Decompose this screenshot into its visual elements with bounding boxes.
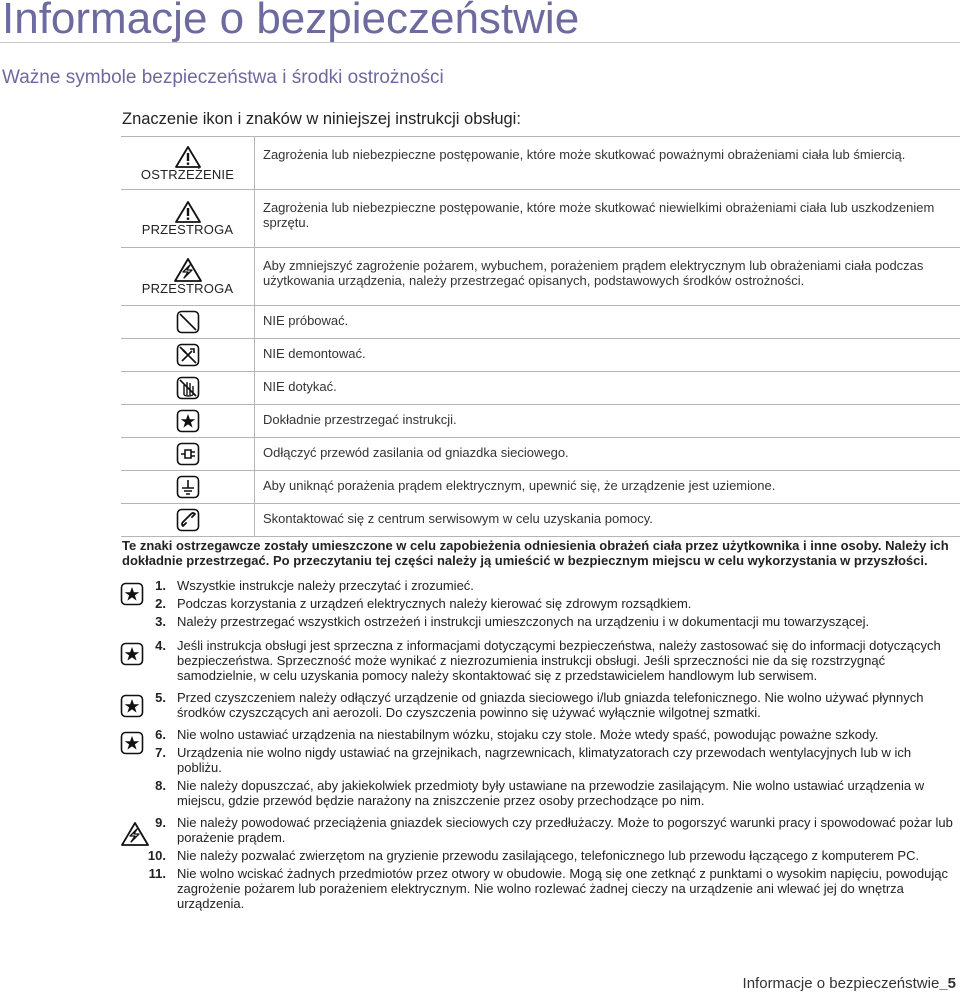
list-item: [122, 727, 956, 742]
icon-description: Zagrożenia lub niebezpieczne postępowanie, które może skutkować poważnymi obrażeniami ciała lub śmiercią.: [263, 147, 906, 162]
item-number: 9.: [155, 815, 166, 830]
electric-hazard-icon: [173, 257, 203, 283]
icon-description: NIE demontować.: [263, 346, 366, 361]
item-text: Należy przestrzegać wszystkich ostrzeżeń i instrukcji umieszczonych na urządzeniu i w dokumentacji mu towarzyszącej.: [177, 614, 870, 629]
item-number: 4.: [155, 638, 166, 653]
footer-title: Informacje o bezpieczeństwie: [742, 975, 940, 992]
page-number: _5: [939, 975, 956, 992]
title-divider: [0, 42, 960, 43]
unplug-icon: [176, 442, 200, 466]
list-item: [122, 596, 956, 611]
icon-row-warning: [121, 137, 960, 190]
item-number: 3.: [155, 614, 166, 629]
icon-cell: [121, 438, 255, 470]
list-item: [122, 848, 956, 863]
icon-cell: [121, 190, 255, 247]
do-not-touch-icon: [176, 376, 200, 400]
warning-triangle-icon: [174, 145, 202, 169]
icon-description: Aby zmniejszyć zagrożenie pożarem, wybuchem, porażeniem prądem elektrycznym lub obrażeniami ciała podczas użytkowania urządzenia, należy przestrzegać opisanych, podstawowych środków ostrożności.: [263, 258, 924, 288]
list-item: [122, 690, 956, 720]
rule-group: [122, 727, 956, 808]
item-text: Nie należy pozwalać zwierzętom na gryzienie przewodu zasilającego, telefonicznego lub przewodu łączącego z komputerem PC.: [177, 848, 920, 863]
list-item: [122, 778, 956, 808]
icon-row-electric-caution: [121, 248, 960, 306]
sub-heading: Znaczenie ikon i znaków w niniejszej instrukcji obsługi:: [122, 110, 521, 128]
item-number: 2.: [155, 596, 166, 611]
service-phone-icon: [176, 508, 200, 532]
icon-row-follow-instructions: [121, 405, 960, 438]
section-heading: Ważne symbole bezpieczeństwa i środki ostrożności: [2, 67, 444, 88]
rule-group: [122, 578, 956, 629]
rule-group: [122, 690, 956, 720]
item-text: Jeśli instrukcja obsługi jest sprzeczna z informacjami dotyczącymi bezpieczeństwa, należy zastosować się do informacji dotyczących bezpieczeństwa. Sprzeczność może wynikać z niezrozumienia instrukcji obsługi. Jeśli sprzeczności nie da się rozstrzygnąć samodzielnie, w celu uzyskania pomocy należy skontaktować się z przedstawicielem handlowym lub serwisem.: [177, 638, 941, 683]
icon-row-do-not-touch: [121, 372, 960, 405]
icon-description: Skontaktować się z centrum serwisowym w celu uzyskania pomocy.: [263, 511, 653, 526]
list-item: [122, 638, 956, 683]
icon-cell: [121, 471, 255, 503]
icon-cell: [121, 137, 255, 189]
item-text: Wszystkie instrukcje należy przeczytać i zrozumieć.: [177, 578, 474, 593]
item-number: 11.: [148, 866, 166, 881]
item-text: Podczas korzystania z urządzeń elektrycznych należy kierować się zdrowym rozsądkiem.: [177, 596, 692, 611]
icon-row-do-not-attempt: [121, 306, 960, 339]
icon-cell: [121, 248, 255, 305]
list-item: [122, 815, 956, 845]
item-number: 6.: [155, 727, 166, 742]
list-item: [122, 745, 956, 775]
icon-row-service: [121, 504, 960, 537]
icon-cell: [121, 504, 255, 536]
icon-description: NIE dotykać.: [263, 379, 337, 394]
list-item: [122, 614, 956, 629]
list-item: [122, 866, 956, 911]
icon-description: NIE próbować.: [263, 313, 349, 328]
page-footer: [743, 975, 956, 992]
safety-rules-list: [122, 578, 956, 911]
icon-label: PRZESTROGA: [141, 281, 234, 296]
icon-cell: [121, 372, 255, 404]
page-title: Informacje o bezpieczeństwie: [2, 0, 580, 43]
icon-row-unplug: [121, 438, 960, 471]
do-not-disassemble-icon: [176, 343, 200, 367]
item-text: Nie wolno wciskać żadnych przedmiotów przez otwory w obudowie. Mogą się one zetknąć z punktami o wysokim napięciu, powodując zagrożenie pożarem lub porażeniem elektrycznym. Nie wolno rozlewać żadnej cieczy na urządzenie ani wlewać jej do wnętrza urządzenia.: [177, 866, 948, 911]
item-number: 10.: [147, 848, 166, 863]
icon-description: Zagrożenia lub niebezpieczne postępowanie, które może skutkować niewielkimi obrażeniami ciała lub uszkodzeniem sprzętu.: [263, 200, 935, 230]
item-text: Nie należy dopuszczać, aby jakiekolwiek przedmioty były ustawiane na przewodzie zasilającym. Nie wolno ustawiać urządzenia w miejscu, gdzie przewód będzie narażony na zniszczenie przez osoby przechodzące po nim.: [177, 778, 925, 808]
item-number: 1.: [155, 578, 166, 593]
icon-row-ground: [121, 471, 960, 504]
follow-instructions-icon: [176, 409, 200, 433]
rule-group: [122, 638, 956, 683]
icon-meaning-table: [121, 137, 960, 537]
icon-cell: [121, 405, 255, 437]
do-not-attempt-icon: [176, 310, 200, 334]
icon-row-caution: [121, 190, 960, 248]
list-item: [122, 578, 956, 593]
intro-paragraph: Te znaki ostrzegawcze zostały umieszczone w celu zapobieżenia odniesienia obrażeń ciała przez użytkownika i inne osoby. Należy ich dokładnie przestrzegać. Po przeczytaniu tej części należy ją umieścić w bezpiecznym miejscu w celu wykorzystania w przyszłości.: [122, 538, 949, 568]
item-text: Przed czyszczeniem należy odłączyć urządzenie od gniazda sieciowego i/lub gniazda telefonicznego. Nie wolno używać płynnych środków czyszczących ani aerozoli. Do czyszczenia powinno się używać wyłącznie wilgotnej szmatki.: [177, 690, 924, 720]
item-number: 7.: [155, 745, 166, 760]
icon-description: Aby uniknąć porażenia prądem elektrycznym, upewnić się, że urządzenie jest uziemione.: [263, 478, 776, 493]
ground-icon: [176, 475, 200, 499]
item-text: Urządzenia nie wolno nigdy ustawiać na grzejnikach, nagrzewnicach, klimatyzatorach czy przewodach wentylacyjnych lub w ich pobliżu.: [177, 745, 912, 775]
icon-cell: [121, 339, 255, 371]
item-text: Nie wolno ustawiać urządzenia na niestabilnym wózku, stojaku czy stole. Może wtedy spaść, powodując poważne szkody.: [177, 727, 879, 742]
item-number: 8.: [155, 778, 166, 793]
rule-group: [122, 815, 956, 911]
warning-triangle-icon: [174, 200, 202, 224]
icon-description: Odłączyć przewód zasilania od gniazdka sieciowego.: [263, 445, 569, 460]
icon-label: OSTRZEŻENIE: [140, 166, 235, 182]
icon-description: Dokładnie przestrzegać instrukcji.: [263, 412, 457, 427]
item-text: Nie należy powodować przeciążenia gniazdek sieciowych czy przedłużaczy. Może to pogorszyć warunki pracy i spowodować pożar lub porażenie prądem.: [177, 815, 953, 845]
icon-cell: [121, 306, 255, 338]
icon-label: PRZESTROGA: [141, 222, 234, 237]
item-number: 5.: [155, 690, 166, 705]
icon-row-do-not-disassemble: [121, 339, 960, 372]
